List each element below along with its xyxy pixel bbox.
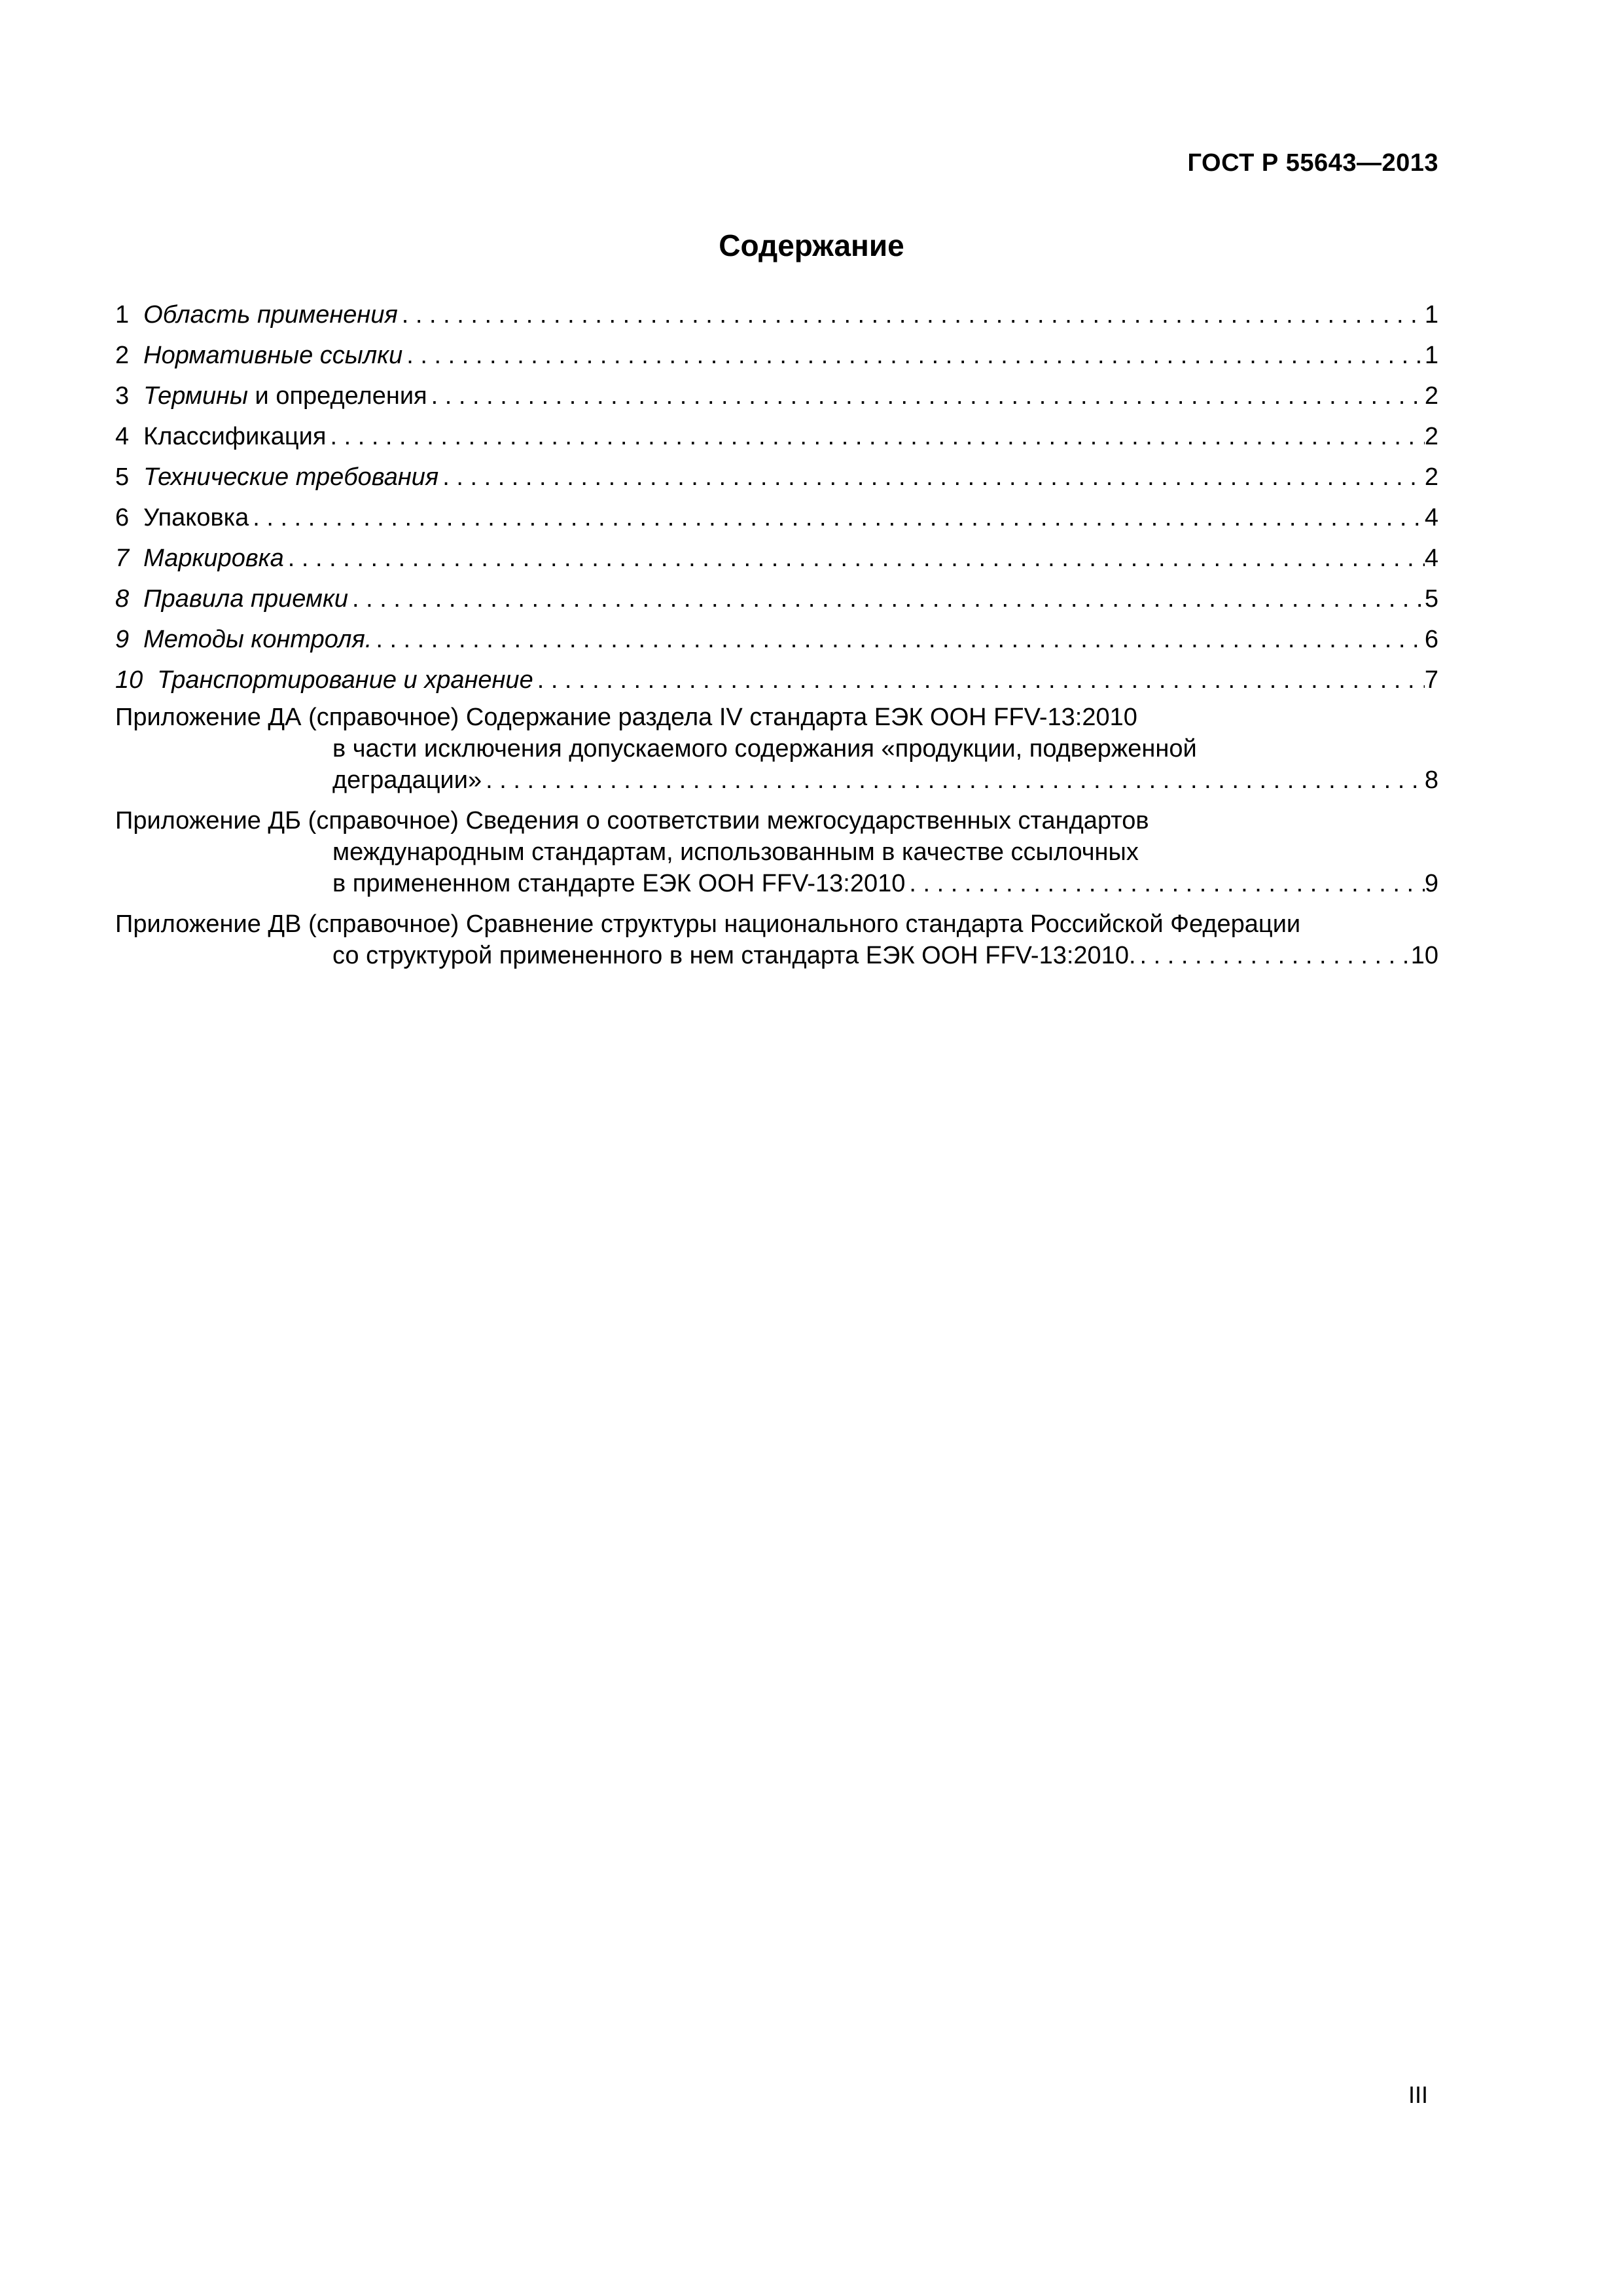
toc-entry-title: Маркировка (143, 545, 284, 572)
toc-entry-title: Технические требования (143, 463, 439, 491)
table-of-contents (115, 295, 1438, 971)
toc-appendix-da[interactable] (115, 702, 1438, 796)
toc-entry-title: Область применения (143, 301, 398, 329)
document-code: ГОСТ Р 55643—2013 (1187, 149, 1438, 177)
appendix-title-line: в примененном стандарте ЕЭК ООН FFV-13:2010 (332, 870, 906, 897)
toc-entry-page: 8 (1424, 766, 1438, 794)
toc-entry-number: 3 (115, 382, 130, 410)
toc-entry-page: 1 (1424, 342, 1438, 369)
appendix-title-line: международным стандартам, использованным в качестве ссылочных (332, 838, 1139, 866)
dot-leader (438, 457, 1425, 497)
toc-entry-number: 5 (115, 463, 130, 491)
toc-entry-page: 4 (1424, 504, 1438, 531)
toc-title: Содержание (719, 228, 904, 262)
toc-entry-title: Нормативные ссылки (143, 342, 403, 369)
toc-entry-page: 7 (1424, 666, 1438, 694)
appendix-title-line: в части исключения допускаемого содержания «продукции, подверженной (332, 735, 1197, 762)
toc-entry-page: 9 (1424, 870, 1438, 897)
toc-entry-page: 2 (1424, 463, 1438, 491)
toc-entry-page: 2 (1424, 423, 1438, 450)
toc-entry-title: Правила приемки (143, 585, 349, 613)
toc-entry-title: Методы контроля. (143, 626, 372, 653)
toc-entry[interactable] (115, 497, 1438, 538)
appendix-title-line: Приложение ДВ (справочное) Сравнение структуры национального стандарта Российской Федерации (115, 910, 1301, 938)
toc-entry-page: 4 (1424, 545, 1438, 572)
dot-leader (402, 335, 1425, 376)
dot-leader (249, 497, 1425, 538)
toc-entry[interactable] (115, 376, 1438, 416)
dot-leader (482, 764, 1425, 796)
toc-entry-number: 10 (115, 666, 143, 694)
appendix-title-line: со структурой примененного в нем стандарта ЕЭК ООН FFV-13:2010. (332, 942, 1136, 969)
appendix-title-line: Приложение ДА (справочное) Содержание раздела IV стандарта ЕЭК ООН FFV-13:2010 (115, 704, 1137, 731)
appendix-title-line: деградации» (332, 766, 482, 794)
dot-leader (372, 619, 1425, 660)
dot-leader (326, 416, 1424, 457)
dot-leader (905, 868, 1424, 899)
toc-entry-number: 4 (115, 423, 130, 450)
appendix-title-line: Приложение ДБ (справочное) Сведения о соответствии межгосударственных стандартов (115, 807, 1149, 834)
toc-entry-page: 1 (1424, 301, 1438, 329)
toc-entry[interactable] (115, 457, 1438, 497)
toc-entry-page: 6 (1424, 626, 1438, 653)
toc-entry-title: Упаковка (143, 504, 249, 531)
dot-leader (427, 376, 1425, 416)
toc-entry[interactable] (115, 416, 1438, 457)
toc-entry-title: Классификация (143, 423, 327, 450)
toc-entry[interactable] (115, 579, 1438, 619)
toc-entry-number: 6 (115, 504, 130, 531)
toc-entry-page: 5 (1424, 585, 1438, 613)
toc-entry[interactable] (115, 538, 1438, 579)
toc-entry-number: 7 (115, 545, 130, 572)
toc-entry-page: 10 (1410, 942, 1438, 969)
toc-entry[interactable] (115, 335, 1438, 376)
dot-leader (1136, 940, 1411, 971)
dot-leader (398, 295, 1425, 335)
toc-entry-number: 9 (115, 626, 130, 653)
toc-entry-number: 2 (115, 342, 130, 369)
page-number: III (1408, 2081, 1428, 2108)
toc-entry[interactable] (115, 295, 1438, 335)
toc-entry-page: 2 (1424, 382, 1438, 410)
toc-entry-title: Термины и определения (143, 382, 427, 410)
toc-entry[interactable] (115, 619, 1438, 660)
dot-leader (348, 579, 1425, 619)
dot-leader (284, 538, 1425, 579)
toc-appendix-db[interactable] (115, 805, 1438, 899)
toc-entry-title: Транспортирование и хранение (157, 666, 533, 694)
toc-entry-number: 1 (115, 301, 130, 329)
toc-entry[interactable] (115, 660, 1438, 700)
toc-entry-number: 8 (115, 585, 130, 613)
dot-leader (533, 660, 1425, 700)
toc-appendix-dv[interactable] (115, 908, 1438, 971)
